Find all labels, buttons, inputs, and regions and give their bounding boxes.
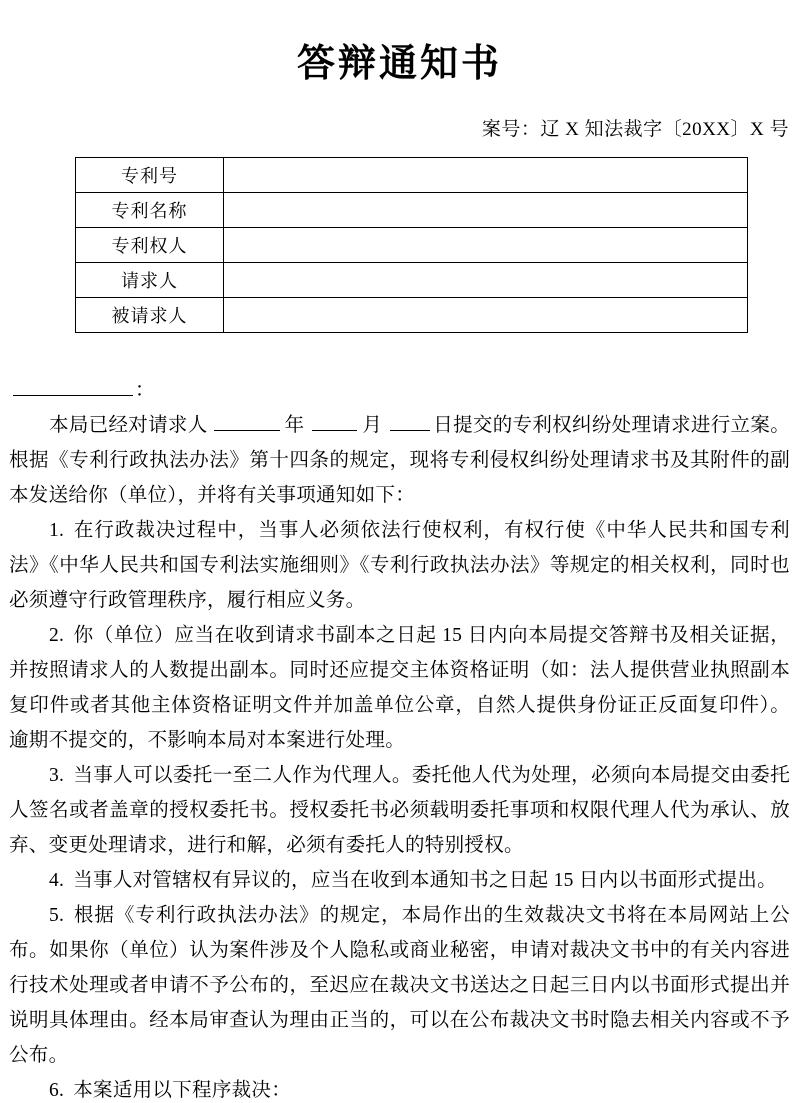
item-number: 5. (49, 905, 65, 926)
table-row-patent-number (76, 158, 748, 193)
notice-item-3 (9, 758, 790, 863)
row-value (224, 158, 748, 193)
table-row-patent-name (76, 193, 748, 228)
row-value (224, 193, 748, 228)
document-title: 答辩通知书 (296, 43, 502, 85)
intro-text-2: 日提交的专利权纠纷处理请求进行立案。根据《专利行政执法办法》第十四条的规定，现将专利侵权纠纷处理请求书及其附件的副本发送给你（单位），并将有关事项通知如下： (9, 415, 790, 506)
notice-item-5 (9, 898, 790, 1073)
table-row-requester (76, 263, 748, 298)
row-value (224, 263, 748, 298)
item-number: 2. (49, 625, 65, 646)
row-label: 请求人 (76, 263, 224, 298)
item-text: 本案适用以下程序裁决： (73, 1080, 292, 1101)
case-number: 案号：辽 X 知法裁字〔20XX〕X 号 (481, 119, 789, 140)
patent-info-table (75, 157, 748, 333)
table-row-patentee (76, 228, 748, 263)
notice-item-2 (9, 618, 790, 758)
row-label: 专利号 (76, 158, 224, 193)
item-number: 6. (49, 1080, 65, 1101)
salutation-colon: ： (135, 380, 155, 401)
item-number: 1. (49, 520, 65, 541)
addressee-blank-field (13, 376, 133, 397)
row-label: 专利名称 (76, 193, 224, 228)
day-blank-field (390, 411, 430, 432)
year-label: 年 (284, 415, 305, 436)
row-value (224, 298, 748, 333)
table-row-respondent (76, 298, 748, 333)
item-number: 4. (49, 870, 65, 891)
item-number: 3. (49, 765, 65, 786)
document-body (9, 373, 790, 1103)
row-value (224, 228, 748, 263)
row-label: 专利权人 (76, 228, 224, 263)
notice-item-6 (9, 1073, 790, 1103)
month-blank-field (312, 411, 357, 432)
item-text: 当事人对管辖权有异议的，应当在收到本通知书之日起 15 日内以书面形式提出。 (73, 870, 777, 891)
item-text: 你（单位）应当在收到请求书副本之日起 15 日内向本局提交答辩书及相关证据，并按照请求人的人数提出副本。同时还应提交主体资格证明（如：法人提供营业执照副本复印件或者其他主体资格证明文件并加盖单位公章，自然人提供身份证正反面复印件）。逾期不提交的，不影响本局对本案进行处理。 (9, 625, 790, 751)
notice-item-4 (9, 863, 790, 898)
item-text: 当事人可以委托一至二人作为代理人。委托他人代为处理，必须向本局提交由委托人签名或者盖章的授权委托书。授权委托书必须载明委托事项和权限代理人代为承认、放弃、变更处理请求，进行和解，必须有委托人的特别授权。 (9, 765, 790, 856)
notice-item-1 (9, 513, 790, 618)
intro-text-1: 本局已经对请求人 (49, 415, 208, 436)
item-text: 根据《专利行政执法办法》的规定，本局作出的生效裁决文书将在本局网站上公布。如果你（单位）认为案件涉及个人隐私或商业秘密，申请对裁决文书中的有关内容进行技术处理或者申请不予公布的，至迟应在裁决文书送达之日起三日内以书面形式提出并说明具体理由。经本局审查认为理由正当的，可以在公布裁决文书时隐去相关内容或不予公布。 (9, 905, 790, 1066)
row-label: 被请求人 (76, 298, 224, 333)
intro-paragraph (9, 408, 790, 513)
month-label: 月 (362, 415, 383, 436)
year-blank-field (214, 411, 280, 432)
salutation-line (9, 373, 790, 408)
item-text: 在行政裁决过程中，当事人必须依法行使权利，有权行使《中华人民共和国专利法》《中华人民共和国专利法实施细则》《专利行政执法办法》等规定的相关权利，同时也必须遵守行政管理秩序，履行相应义务。 (9, 520, 790, 611)
